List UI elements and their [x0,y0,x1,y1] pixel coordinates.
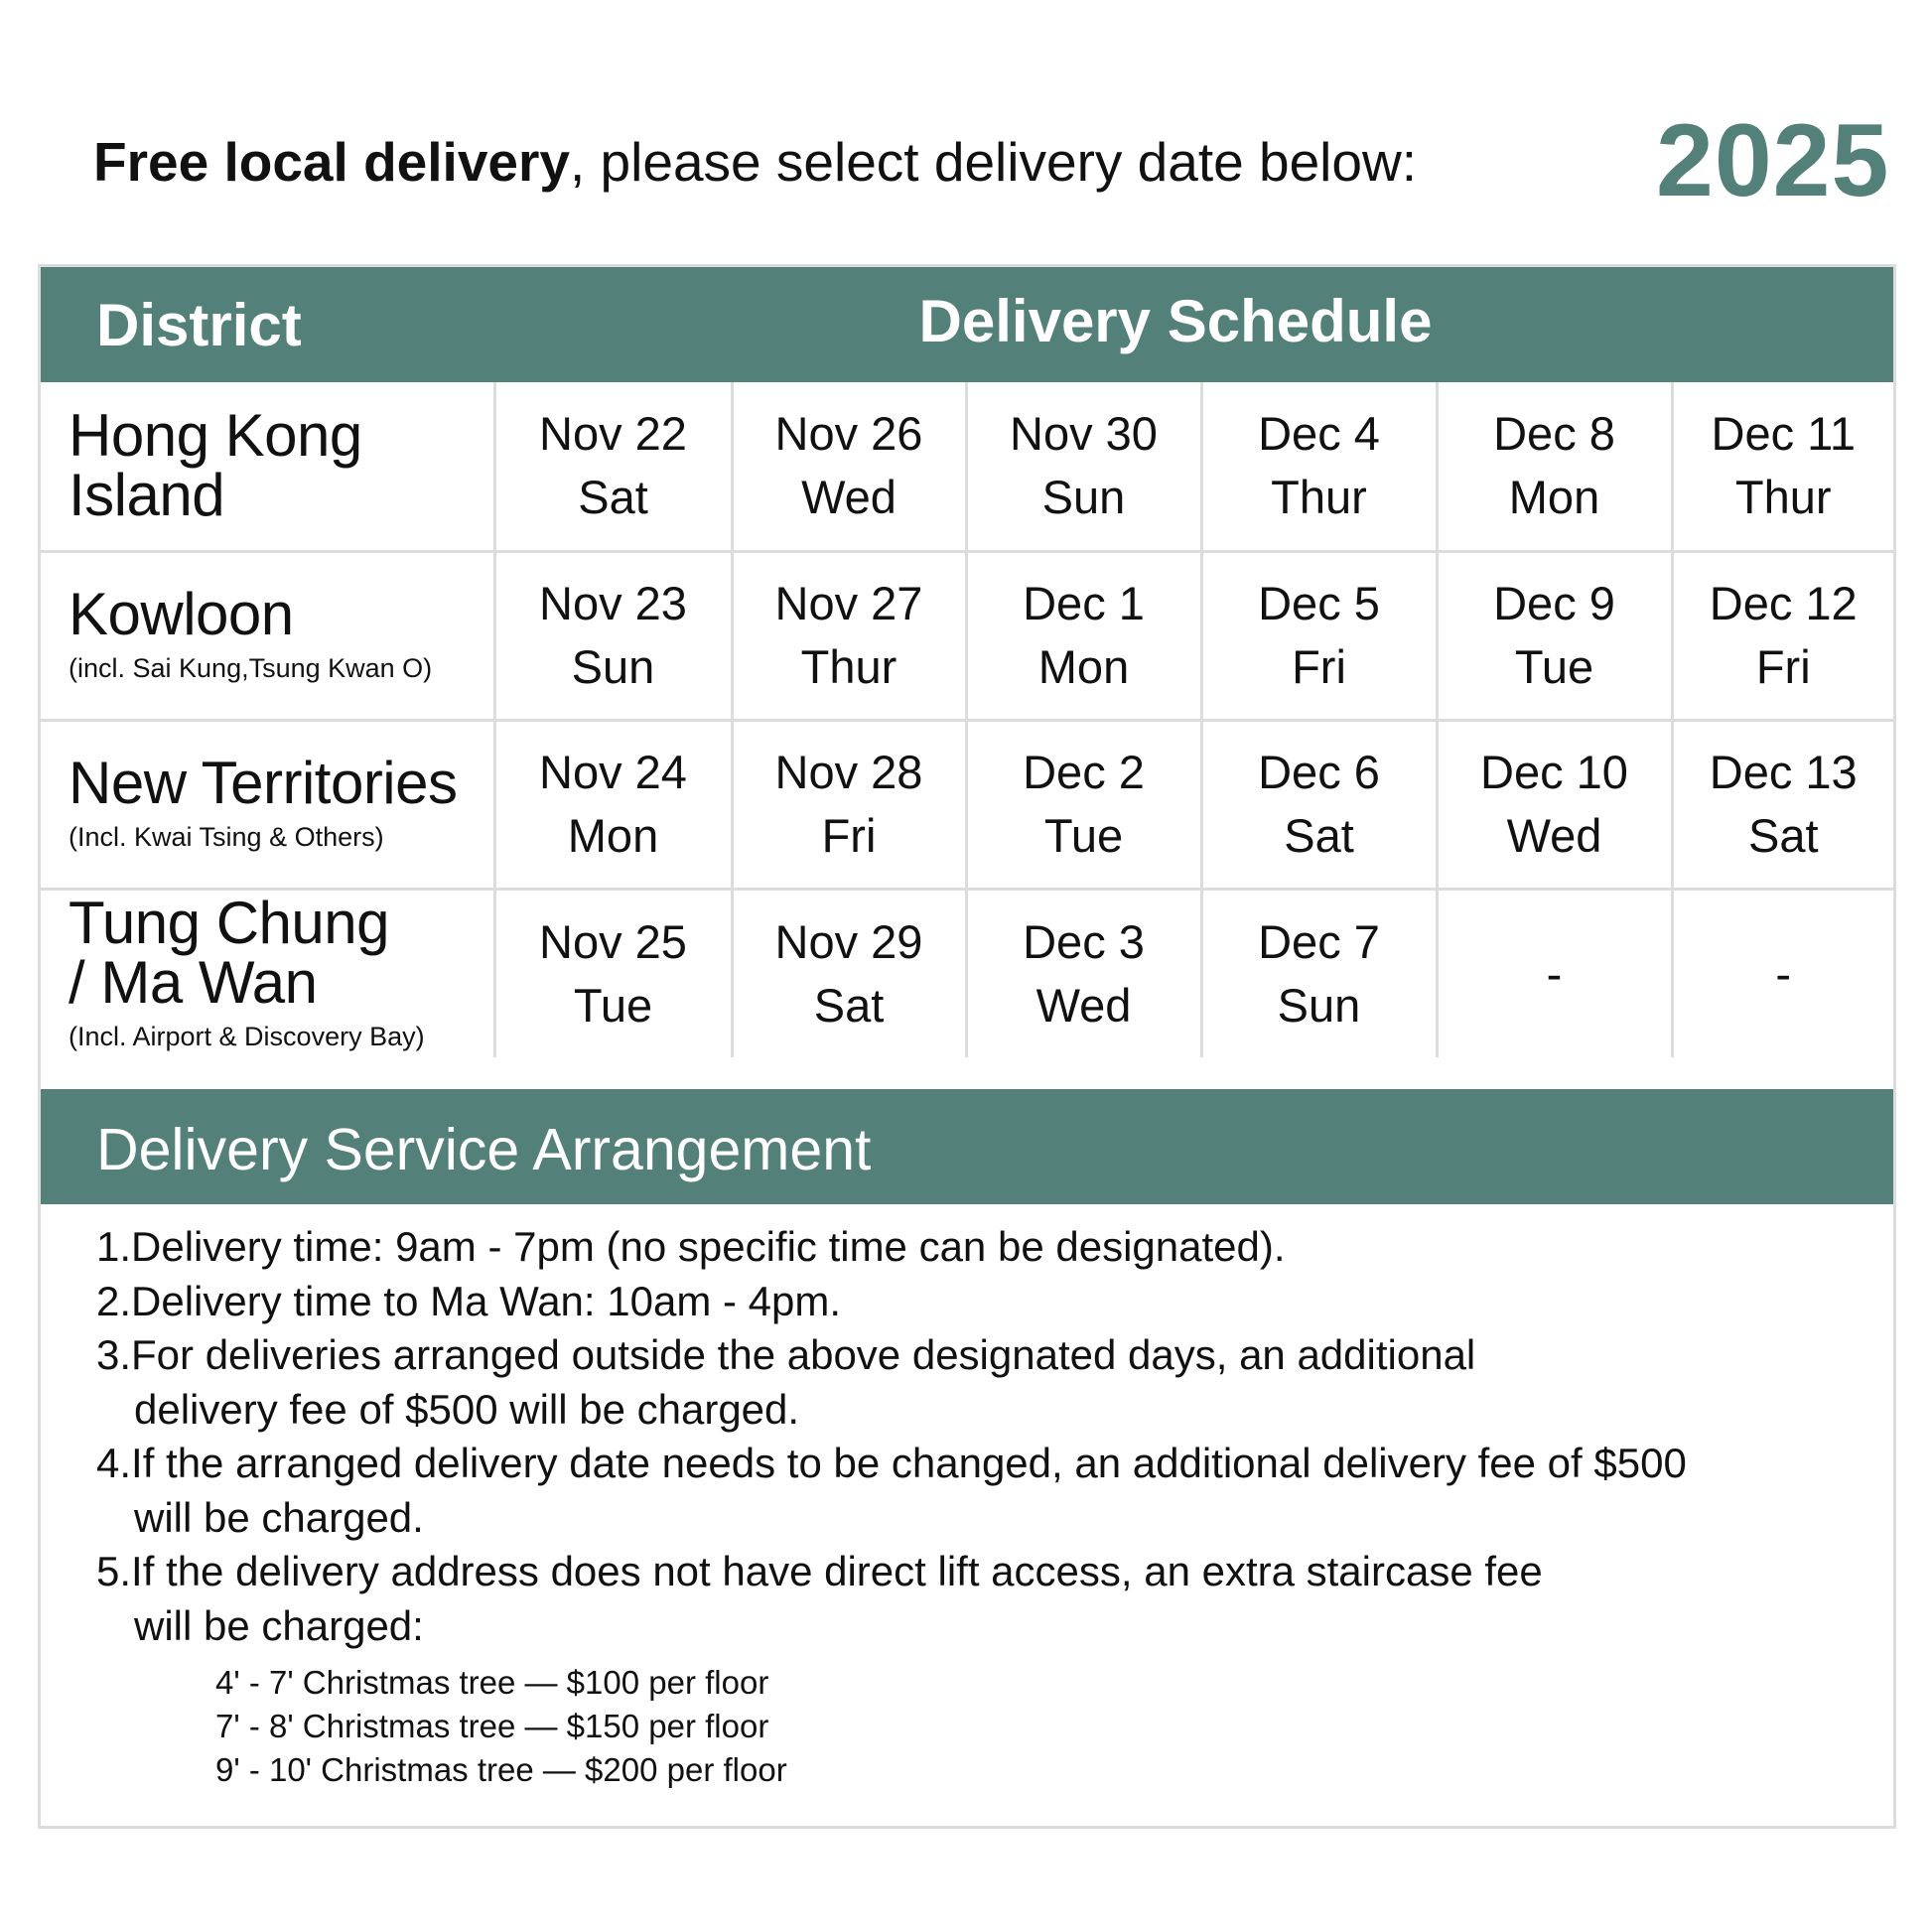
district-column-header: District [96,292,302,358]
arrangement-header-band [41,1089,1893,1204]
delivery-weekday: Sun [571,640,655,693]
delivery-weekday: Tue [1043,809,1124,862]
delivery-date: Nov 30 [1010,407,1158,461]
delivery-date-cell[interactable] [494,720,732,889]
delivery-weekday: Fri [1755,640,1811,693]
delivery-date-cell[interactable] [966,382,1201,551]
district-cell [41,720,494,889]
headline-rest: , please select delivery date below: [570,131,1417,193]
delivery-date-cell[interactable] [494,382,732,551]
delivery-schedule-table [41,382,1893,1057]
arrangement-title: Delivery Service Arrangement [96,1117,872,1182]
arrangement-item [96,1328,1863,1437]
arrangement-item-continuation: will be charged. [134,1493,424,1541]
delivery-weekday: Wed [1506,809,1602,862]
arrangement-item [96,1545,1863,1653]
district-cell [41,551,494,720]
delivery-date-cell[interactable] [966,889,1201,1057]
delivery-date-cell[interactable] [1201,382,1437,551]
delivery-date: Dec 2 [1023,746,1145,798]
delivery-date-cell[interactable] [1672,382,1893,551]
district-note: (incl. Sai Kung,Tsung Kwan O) [69,653,433,683]
delivery-weekday: Wed [1035,978,1132,1032]
district-cell [41,889,494,1057]
district-note: (Incl. Kwai Tsing & Others) [69,822,384,852]
delivery-date: Nov 25 [539,914,687,968]
delivery-date-cell[interactable] [732,551,966,720]
delivery-date: Nov 26 [774,407,923,461]
delivery-date-cell[interactable] [732,720,966,889]
staircase-fee-item: 7' - 8' Christmas tree — $150 per floor [215,1708,769,1744]
delivery-date-cell[interactable] [1672,551,1893,720]
delivery-weekday: Sat [813,978,885,1032]
delivery-weekday: Mon [567,809,659,862]
delivery-date: Dec 11 [1711,407,1856,461]
delivery-weekday: Mon [1037,640,1130,693]
delivery-weekday: Sun [1041,471,1126,524]
delivery-date: Nov 23 [539,577,687,629]
schedule-column-header: Delivery Schedule [918,288,1433,354]
delivery-weekday: Wed [801,471,897,524]
arrangement-item [96,1275,1863,1329]
delivery-date: Dec 7 [1258,914,1380,968]
schedule-panel [38,264,1896,1829]
delivery-date: Dec 6 [1258,746,1380,798]
delivery-date: - [1775,947,1792,1001]
arrangement-item-line: 2.Delivery time to Ma Wan: 10am - 4pm. [96,1277,842,1324]
arrangement-item-line: 4.If the arranged delivery date needs to be changed, an additional delivery fee of $500 [96,1440,1687,1486]
district-name: Hong Kong Island [69,402,362,529]
arrangement-item-continuation: delivery fee of $500 will be charged. [134,1385,800,1433]
delivery-date-cell[interactable] [1201,551,1437,720]
table-row [41,889,1893,1057]
delivery-date-cell[interactable] [966,720,1201,889]
arrangement-notes [96,1220,1863,1792]
delivery-weekday: Sat [1747,809,1819,862]
delivery-date-cell[interactable] [1437,382,1672,551]
delivery-date-cell[interactable] [1437,720,1672,889]
delivery-date-cell[interactable] [732,889,966,1057]
delivery-date: Dec 5 [1258,577,1380,629]
delivery-weekday: Thur [800,640,897,693]
delivery-weekday: Sat [578,471,648,524]
delivery-date-cell[interactable] [1672,889,1893,1057]
staircase-fee-item: 9' - 10' Christmas tree — $200 per floor [215,1751,787,1788]
delivery-date-cell[interactable] [732,382,966,551]
arrangement-item-line: 5.If the delivery address does not have direct lift access, an extra staircase fee [96,1548,1543,1594]
arrangement-item-line: 3.For deliveries arranged outside the above designated days, an additional [96,1331,1476,1378]
delivery-date-cell[interactable] [1201,720,1437,889]
delivery-date: Nov 22 [539,407,687,461]
district-name: Tung Chung / Ma Wan [69,889,390,1016]
delivery-weekday: Tue [1514,640,1594,693]
arrangement-item-line: 1.Delivery time: 9am - 7pm (no specific time can be designated). [96,1223,1286,1270]
delivery-weekday: Sun [1277,978,1361,1032]
delivery-date: - [1546,947,1563,1001]
arrangement-item-continuation: will be charged: [134,1601,424,1649]
headline [93,127,1417,197]
delivery-weekday: Sat [1284,809,1354,862]
district-cell [41,382,494,551]
delivery-weekday: Tue [573,978,653,1032]
delivery-date: Nov 28 [774,746,923,798]
delivery-date-cell[interactable] [1437,889,1672,1057]
delivery-date: Dec 9 [1493,577,1615,629]
delivery-date: Dec 13 [1709,746,1858,798]
arrangement-item [96,1220,1863,1275]
headline-bold: Free local delivery [93,131,570,193]
delivery-date-cell[interactable] [1672,720,1893,889]
delivery-date-cell[interactable] [1437,551,1672,720]
delivery-date-cell[interactable] [1201,889,1437,1057]
staircase-fee-item: 4' - 7' Christmas tree — $100 per floor [215,1664,769,1701]
delivery-date: Dec 8 [1493,407,1615,461]
year-label: 2025 [1656,103,1890,218]
delivery-weekday: Thur [1271,471,1367,524]
delivery-weekday: Mon [1508,471,1600,524]
arrangement-item [96,1437,1863,1545]
delivery-date: Dec 10 [1480,746,1628,798]
delivery-date: Dec 12 [1709,577,1858,629]
delivery-date: Dec 1 [1023,577,1145,629]
delivery-weekday: Thur [1734,471,1832,524]
delivery-date-cell[interactable] [494,889,732,1057]
district-note: (Incl. Airport & Discovery Bay) [69,1021,425,1051]
delivery-date: Dec 4 [1258,407,1380,461]
staircase-fee-list [96,1661,1863,1792]
delivery-date: Nov 24 [539,746,687,798]
delivery-date: Dec 3 [1023,914,1145,968]
delivery-date-cell[interactable] [494,551,732,720]
delivery-date: Nov 27 [774,577,923,629]
table-row [41,720,1893,889]
district-name: Kowloon [69,581,294,647]
delivery-weekday: Fri [1292,640,1346,693]
delivery-date: Nov 29 [774,914,923,968]
table-header-band [41,267,1893,382]
table-row [41,382,1893,551]
delivery-date-cell[interactable] [966,551,1201,720]
table-row [41,551,1893,720]
district-name: New Territories [69,750,458,816]
delivery-weekday: Fri [821,809,877,862]
